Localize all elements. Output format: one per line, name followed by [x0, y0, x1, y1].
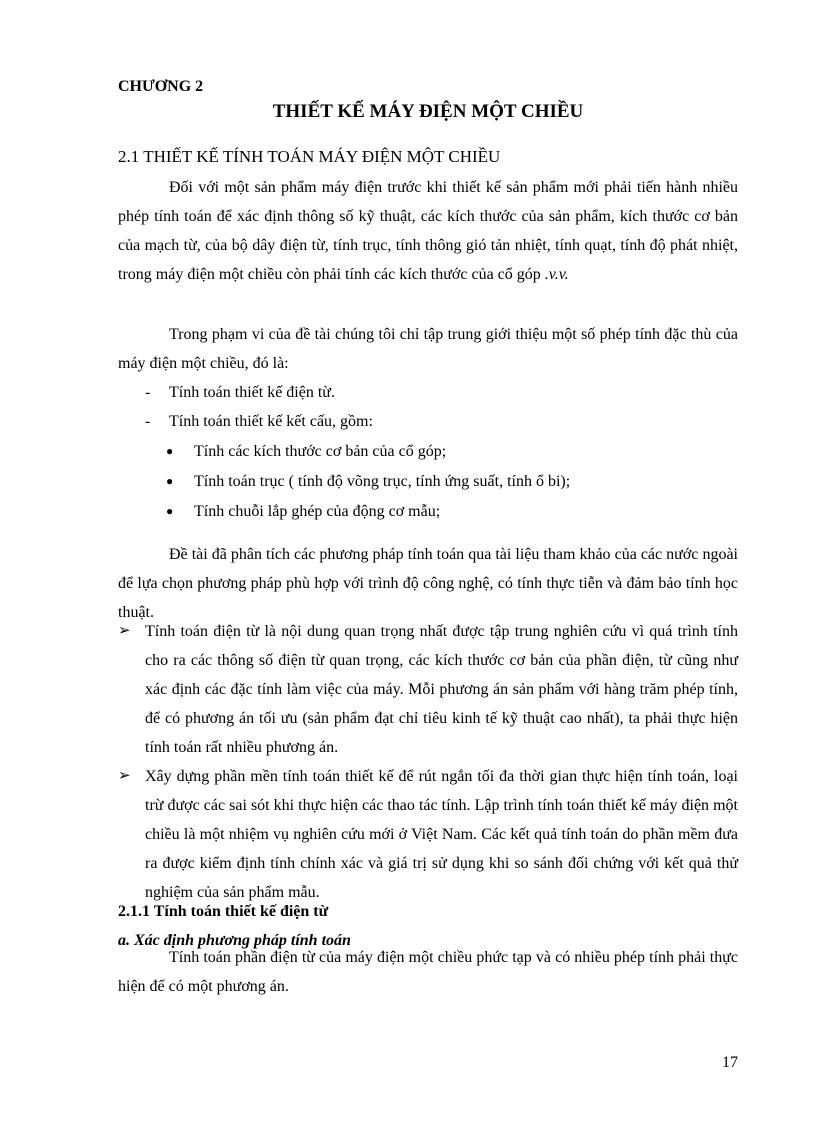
bullet-list-item [166, 497, 440, 526]
paragraph-method: Tính toán phần điện từ của máy điện một chiều phức tạp và có nhiều phép tính phải thực hiện để có một phương án. [118, 949, 738, 995]
paragraph-intro [118, 173, 738, 289]
arrow-list-item-text: Xây dựng phần mền tính toán thiết kế để rút ngắn tối đa thời gian thực hiện tính toán, loại trừ được các sai sót khi thực hiện các thao tác tính. Lập trình tính toán thiết kế máy điện một chiều là một nhiệm vụ nghiên cứu mới ở Việt Nam. Các kết quả tính toán do phần mềm đưa ra được kiểm định tính chính xác và giá trị sử dụng khi so sánh đối chứng với kết quả thử nghiệm của sản phẩm mẫu. [145, 768, 738, 901]
dash-list-item [145, 407, 373, 436]
chapter-title: THIẾT KẾ MÁY ĐIỆN MỘT CHIỀU [272, 101, 584, 122]
section-heading: 2.1 THIẾT KẾ TÍNH TOÁN MÁY ĐIỆN MỘT CHIỀU [118, 147, 501, 166]
paragraph-scope: Trong phạm vi của đề tài chúng tôi chỉ tập trung giới thiệu một số phép tính đặc thù của máy điện một chiều, đó là: [118, 326, 738, 372]
dash-list-item-text: Tính toán thiết kế kết cấu, gồm: [169, 413, 373, 430]
bullet-icon: ● [166, 504, 174, 518]
dash-list-item-text: Tính toán thiết kế điện từ. [169, 384, 335, 401]
bullet-icon: ● [166, 474, 174, 488]
arrow-bullet-icon: ➢ [118, 768, 131, 784]
bullet-list-item-text: Tính các kích thước cơ bản của cổ góp; [194, 443, 447, 460]
subsubsection-heading: a. Xác định phương pháp tính toán [118, 932, 351, 949]
paragraph-intro-etc: .v.v. [544, 266, 569, 283]
bullet-list-item [166, 437, 446, 466]
bullet-list-item-text: Tính chuỗi lắp ghép của động cơ mẫu; [194, 503, 441, 520]
arrow-list-item [118, 762, 738, 907]
arrow-list-item-text: Tính toán điện từ là nội dung quan trọng nhất được tập trung nghiên cứu vì quá trình tính cho ra các thông số điện từ quan trọng, các kích thước cơ bản của phần điện, từ cũng như xác định các đặc tính làm việc của máy. Mỗi phương án sản phẩm với hàng trăm phép tính, để có phương án tối ưu (sản phẩm đạt chỉ tiêu kinh tế kỹ thuật cao nhất), ta phải thực hiện tính toán rất nhiều phương án. [145, 623, 738, 756]
chapter-label: CHƯƠNG 2 [118, 78, 204, 95]
paragraph-intro-text: Đối với một sản phẩm máy điện trước khi thiết kế sản phẩm mới phải tiến hành nhiều phép tính toán để xác định thông số kỹ thuật, các kích thước của sản phẩm, kích thước cơ bản của mạch từ, của bộ dây điện từ, tính trục, tính thông gió tản nhiệt, tính quạt, tính độ phát nhiệt, trong máy điện một chiều còn phải tính các kích thước của cổ góp [118, 179, 738, 283]
dash-list-item [145, 378, 335, 407]
bullet-list-item [166, 467, 570, 496]
arrow-bullet-icon: ➢ [118, 623, 131, 639]
dash-marker: - [145, 413, 151, 430]
dash-marker: - [145, 384, 151, 401]
arrow-list-item [118, 617, 738, 762]
bullet-icon: ● [166, 444, 174, 458]
bullet-list-item-text: Tính toán trục ( tính độ võng trục, tính ứng suất, tính ổ bi); [194, 473, 571, 490]
page-number: 17 [722, 1054, 738, 1071]
subsection-heading: 2.1.1 Tính toán thiết kế điện từ [118, 903, 329, 920]
paragraph-analysis: Đề tài đã phân tích các phương pháp tính toán qua tài liệu tham khảo của các nước ngoài để lựa chọn phương pháp phù hợp với trình độ công nghệ, có tính thực tiễn và đảm bảo tính học thuật. [118, 546, 738, 621]
